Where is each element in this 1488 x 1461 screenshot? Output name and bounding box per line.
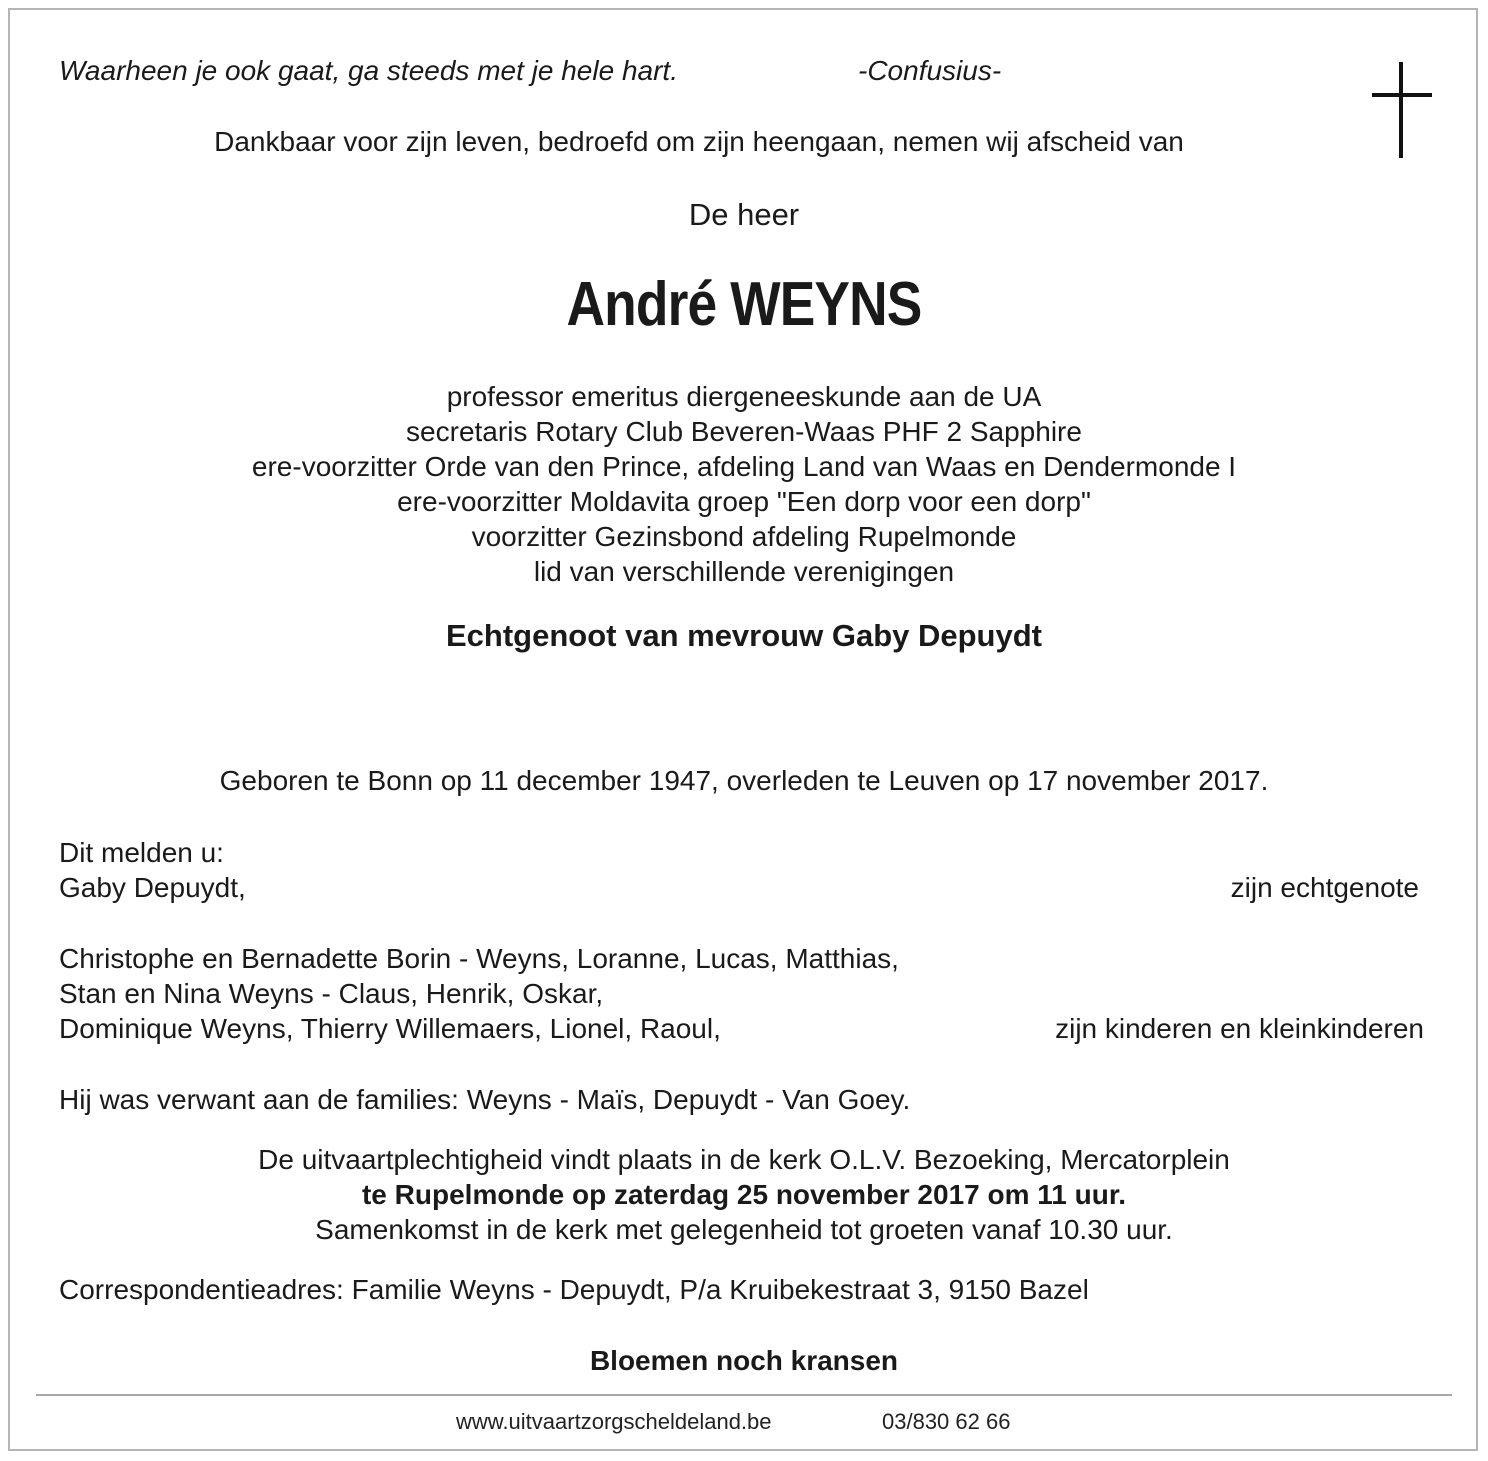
ceremony-line-3: Samenkomst in de kerk met gelegenheid tot groeten vanaf 10.30 uur.: [315, 1214, 1173, 1245]
title-line: ere-voorzitter Orde van den Prince, afdeling Land van Waas en Dendermonde I: [251, 451, 1237, 482]
spouse-line: Echtgenoot van mevrouw Gaby Depuydt: [446, 618, 1042, 653]
quote-text: Waarheen je ook gaat, ga steeds met je hele hart.: [59, 55, 678, 86]
quote-author: -Confusius-: [858, 55, 1002, 86]
children-line: Christophe en Bernadette Borin - Weyns, Loranne, Lucas, Matthias,: [59, 943, 899, 974]
announcers-heading: Dit melden u:: [59, 837, 224, 868]
spouse-name: Gaby Depuydt,: [59, 872, 246, 903]
title-line: secretaris Rotary Club Beveren-Waas PHF 2 Sapphire: [406, 416, 1082, 447]
birth-death-line: Geboren te Bonn op 11 december 1947, overleden te Leuven op 17 november 2017.: [219, 765, 1269, 796]
title-line: voorzitter Gezinsbond afdeling Rupelmonde: [471, 521, 1017, 552]
footer-divider: [36, 1394, 1452, 1396]
flowers-note: Bloemen noch kransen: [589, 1345, 899, 1376]
children-line: Dominique Weyns, Thierry Willemaers, Lionel, Raoul,: [59, 1013, 721, 1044]
children-line: Stan en Nina Weyns - Claus, Henrik, Oskar,: [59, 978, 604, 1009]
title-line: ere-voorzitter Moldavita groep "Een dorp voor een dorp": [397, 486, 1091, 517]
relatives-line: Hij was verwant aan de families: Weyns - Maïs, Depuydt - Van Goey.: [59, 1084, 911, 1115]
children-relation: zijn kinderen en kleinkinderen: [1055, 1013, 1424, 1044]
title-line: lid van verschillende verenigingen: [533, 556, 955, 587]
ceremony-line-1: De uitvaartplechtigheid vindt plaats in de kerk O.L.V. Bezoeking, Mercatorplein: [258, 1144, 1230, 1175]
deceased-name: André WEYNS: [566, 270, 922, 339]
ceremony-line-2: te Rupelmonde op zaterdag 25 november 2017 om 11 uur.: [361, 1179, 1126, 1210]
spouse-relation: zijn echtgenote: [1230, 872, 1419, 903]
intro-text: Dankbaar voor zijn leven, bedroefd om zijn heengaan, nemen wij afscheid van: [214, 126, 1184, 157]
footer-website[interactable]: www.uitvaartzorgscheldeland.be: [456, 1409, 772, 1434]
salutation: De heer: [688, 197, 800, 232]
title-line: professor emeritus diergeneeskunde aan de UA: [446, 381, 1042, 412]
correspondence-address: Correspondentieadres: Familie Weyns - Depuydt, P/a Kruibekestraat 3, 9150 Bazel: [59, 1274, 1089, 1305]
footer-phone: 03/830 62 66: [882, 1409, 1011, 1434]
